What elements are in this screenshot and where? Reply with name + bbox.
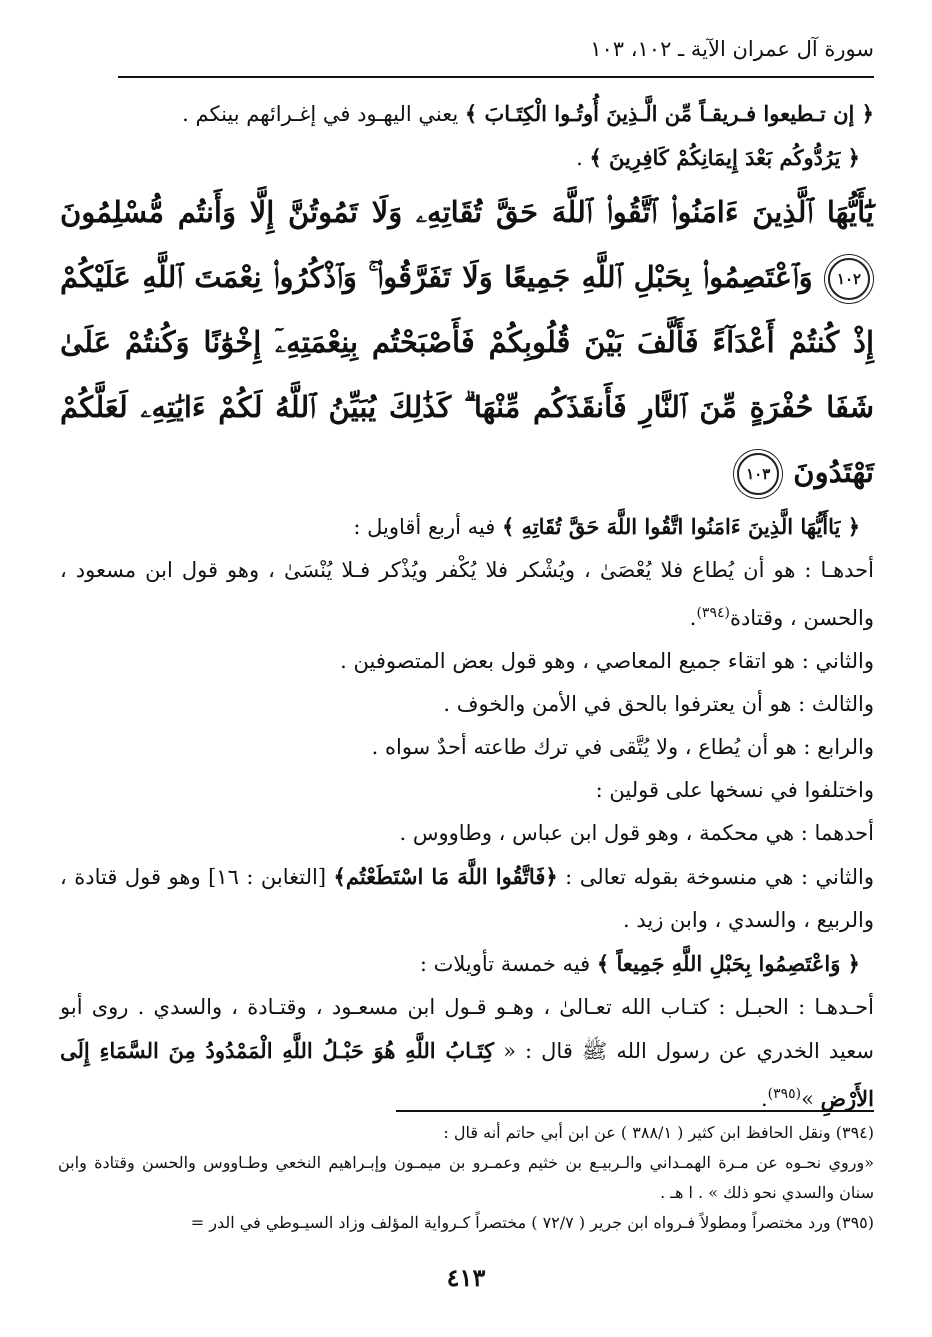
opinion-4: والرابع : هو أن يُطاع ، ولا يُتَّقى في ترك طاعته أحدٌ سواه .	[371, 735, 874, 759]
intro-paragraph-2	[60, 136, 874, 180]
commentary-text: فيه أربع أقاويل :	[353, 515, 502, 539]
quran-quote: ﴿ وَاعْتَصِمُوا بِحَبْلِ اللَّهِ جَمِيعاً ﴾	[596, 951, 860, 976]
header-divider	[118, 76, 874, 78]
opinion-3: والثالث : هو أن يعترفوا بالحق في الأمن والخوف .	[443, 692, 874, 716]
commentary-text: .	[576, 146, 590, 170]
footnote-395: (٣٩٥) ورد مختصراً ومطولاً فـرواه ابن جرير ( ٧٢/٧ ) مختصراً كـرواية المؤلف وزاد السيـوطي في الدر =	[190, 1213, 874, 1232]
opinion-1: أحدهـا : هو أن يُطاع فلا يُعْصَىٰ ، ويُشْكر فلا يُكْفر ويُذْكر فـلا يُنْسَىٰ ، وهو قول ابن مسعود ، والحسن ، وقتادة$^{(٣٩٤)}$.	[60, 558, 874, 630]
footnote-394: (٣٩٤) ونقل الحافظ ابن كثير ( ٣٨٨/١ ) عن ابن أبي حاتم أنه قال :	[443, 1123, 874, 1142]
surah-header-title: سورة آل عمران الآية ـ ١٠٢، ١٠٣	[590, 37, 874, 61]
footnote-394-quote: «وروي نحـوه عن مـرة الهمـداني والـربيـع بن خثيم وعمـرو بن ميمـون وإبـراهيم النخعي وطـاووس والحسن وقتادة وابن سنان والسدي نحو ذلك » . ا هـ .	[58, 1153, 874, 1202]
interpretation-1: أحـدهـا : الحبـل : كتـاب الله تعـالىٰ ، وهـو قـول ابن مسعـود ، وقتـادة ، والسدي . روى أبو سعيد الخدري عن رسول الله ﷺ قال : « كِتَـابُ اللَّهِ هُوَ حَبْـلُ اللَّهِ الْمَمْدُودُ مِنَ السَّمَاءِ إِلَى الأَرْضِ »$^{(٣٩٥)}$.	[60, 995, 875, 1111]
footnote-ref-395: (٣٩٥)	[767, 1086, 802, 1102]
hadith-text: كِتَـابُ اللَّهِ هُوَ حَبْـلُ اللَّهِ الْمَمْدُودُ مِنَ السَّمَاءِ إِلَى الأَرْضِ	[60, 1038, 874, 1111]
page-number: ٤١٣	[446, 1263, 486, 1292]
abrogation-opinion-2: والثاني : هي منسوخة بقوله تعالى : ﴿فَاتَّقُوا اللَّهَ مَا اسْتَطَعْتُم﴾ [التغابن : ١٦] وهو قول قتادة ، والربيع ، والسدي ، وابن زيد .	[60, 864, 874, 932]
quran-quote: ﴿ إن تـطيعوا فـريقـاً مِّن الَّـذِينَ أُوتُـوا الْكِتَـابَ ﴾	[464, 101, 874, 126]
footnotes	[58, 1118, 874, 1238]
tafsir-heading-2	[60, 942, 874, 986]
commentary-text: يعني اليهـود في إغـرائهم بينكم .	[182, 102, 465, 126]
quran-quote: ﴿ يَاأَيُّهَا الَّذِينَ ءَامَنُوا اتَّقُوا اللَّهَ حَقَّ تُقَاتِهِ ﴾	[501, 514, 860, 539]
running-header	[118, 34, 874, 64]
quran-quote: ﴿فَاتَّقُوا اللَّهَ مَا اسْتَطَعْتُم﴾	[333, 864, 558, 889]
footnote-divider	[396, 1110, 874, 1112]
main-text	[60, 92, 874, 1121]
quran-quote: ﴿ يَرُدُّوكُم بَعْدَ إِيمَانِكُمْ كَافِرِينَ ﴾	[589, 145, 860, 170]
verse-102-text: يَٰٓأَيُّهَا ٱلَّذِينَ ءَامَنُوا۟ ٱتَّقُوا۟ ٱللَّهَ حَقَّ تُقَاتِهِۦ وَلَا تَمُوتُنَّ إِلَّا وَأَنتُم مُّسْلِمُونَ	[60, 195, 874, 229]
abrogation-opinion-1: أحدهما : هي محكمة ، وهو قول ابن عباس ، وطاووس .	[399, 821, 874, 845]
intro-paragraph-1	[60, 92, 874, 136]
abrogation-intro: واختلفوا في نسخها على قولين :	[595, 778, 874, 802]
verse-103-text: وَٱعْتَصِمُوا۟ بِحَبْلِ ٱللَّهِ جَمِيعًا وَلَا تَفَرَّقُوا۟ ۚ وَٱذْكُرُوا۟ نِعْمَتَ ٱللَّهِ عَلَيْكُمْ إِذْ كُنتُمْ أَعْدَآءً فَأَلَّفَ بَيْنَ قُلُوبِكُمْ فَأَصْبَحْتُم بِنِعْمَتِهِۦٓ إِخْوَٰنًا وَكُنتُمْ عَلَىٰ شَفَا حُفْرَةٍ مِّنَ ٱلنَّارِ فَأَنقَذَكُم مِّنْهَا ۗ كَذَٰلِكَ يُبَيِّنُ ٱللَّهُ لَكُمْ ءَايَٰتِهِۦ لَعَلَّكُمْ تَهْتَدُونَ	[60, 260, 874, 489]
commentary-text: فيه خمسة تأويلات :	[419, 952, 597, 976]
quran-verses-block	[60, 180, 874, 505]
footnote-ref-394: (٣٩٤)	[696, 605, 730, 621]
ayah-number-103-icon: ١٠٣	[737, 453, 779, 495]
tafsir-heading-1	[60, 505, 874, 549]
opinion-2: والثاني : هو اتقاء جميع المعاصي ، وهو قول بعض المتصوفين .	[340, 649, 874, 673]
ayah-number-102-icon: ١٠٢	[828, 258, 870, 300]
